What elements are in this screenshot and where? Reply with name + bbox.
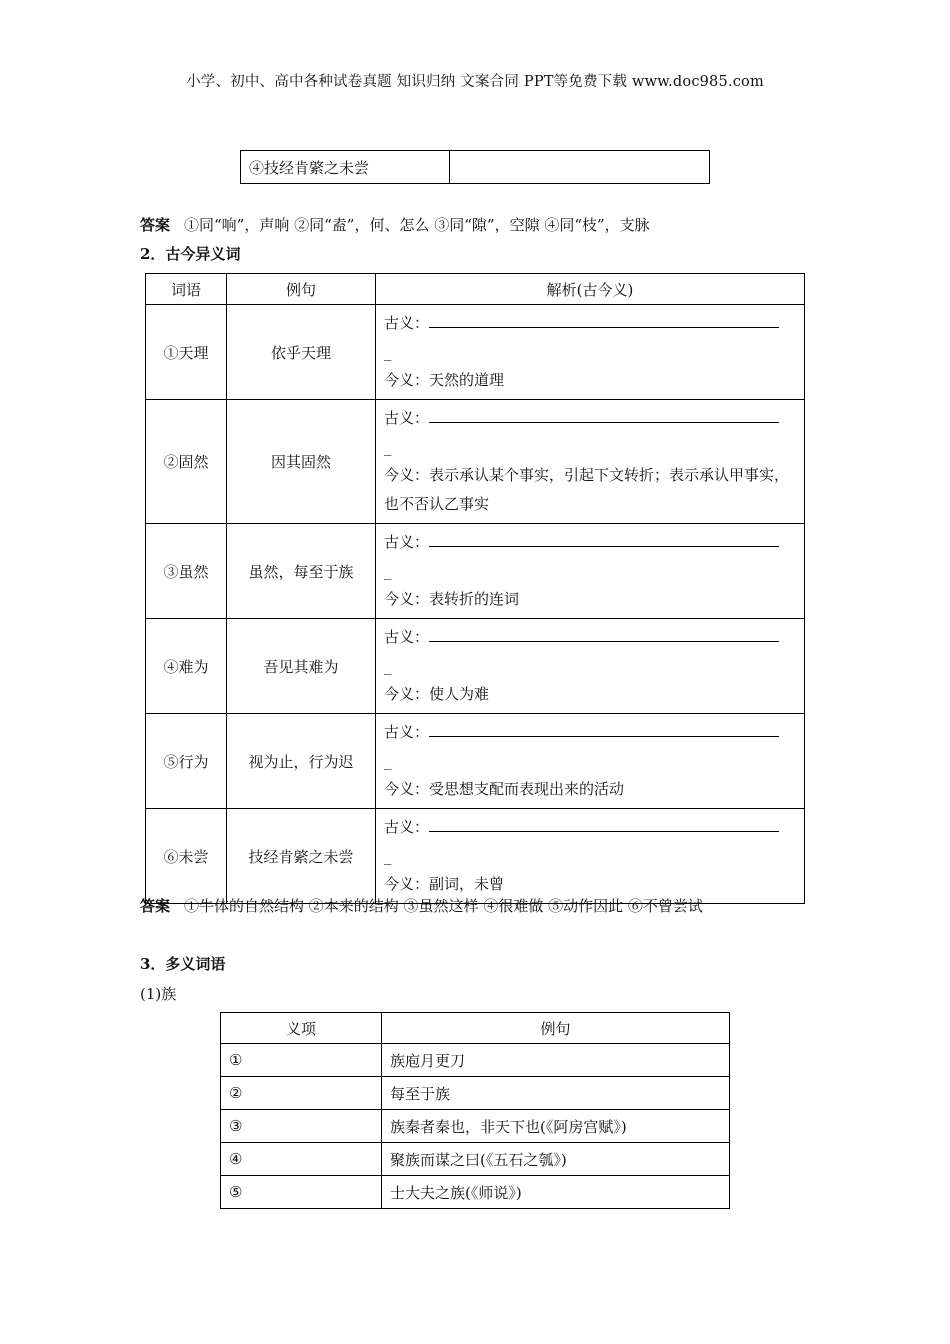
answer-text: ①同“响”，声响 ②同“盍”，何、怎么 ③同“隙”，空隙 ④同“枝”，支脉: [184, 216, 650, 234]
table-row: [241, 151, 710, 184]
ancient-modern-table: [145, 273, 805, 904]
table-row: [146, 714, 805, 809]
blank-dash: _: [384, 343, 392, 361]
meaning-number: ①: [221, 1044, 382, 1077]
answer-blank: [429, 815, 779, 832]
answer-1: [140, 211, 815, 240]
answer-label: 答案: [140, 216, 171, 234]
example-cell: 族秦者秦也，非天下也(《阿房宫赋》): [382, 1110, 730, 1143]
word-cell: ⑥未尝: [146, 809, 227, 904]
analysis-cell: [376, 400, 805, 524]
meaning-number: ⑤: [221, 1176, 382, 1209]
meaning-number: ②: [221, 1077, 382, 1110]
example-cell: 虽然，每至于族: [227, 524, 376, 619]
modern-meaning: 今义：表转折的连词: [384, 590, 520, 608]
polysemy-table: [220, 1012, 730, 1209]
col-header-analysis: 解析(古今义): [376, 274, 805, 305]
example-cell: 聚族而谋之曰(《五石之瓠》): [382, 1143, 730, 1176]
answer-label: 答案: [140, 897, 171, 915]
section-3-title: 3．多义词语: [140, 955, 226, 973]
modern-meaning: 今义：副词，未曾: [384, 875, 505, 893]
modern-meaning: 今义：天然的道理: [384, 371, 505, 389]
section-2-title: 2．古今异义词: [140, 245, 241, 263]
answer-blank: [429, 530, 779, 547]
table-row: [146, 524, 805, 619]
ancient-label: 古义：: [384, 533, 430, 551]
answer-blank: [429, 311, 779, 328]
example-cell: 因其固然: [227, 400, 376, 524]
analysis-cell: [376, 714, 805, 809]
example-cell: 依乎天理: [227, 305, 376, 400]
answer-text: ①牛体的自然结构 ②本来的结构 ③虽然这样 ④很难做 ⑤动作因此 ⑥不曾尝试: [184, 897, 703, 915]
example-cell: 吾见其难为: [227, 619, 376, 714]
table-row: [221, 1044, 730, 1077]
answer-blank: [429, 406, 779, 423]
meaning-number: ④: [221, 1143, 382, 1176]
answer-blank: [429, 720, 779, 737]
table-header-row: [221, 1013, 730, 1044]
example-cell: 视为止，行为迟: [227, 714, 376, 809]
page-header: 小学、初中、高中各种试卷真题 知识归纳 文案合同 PPT等免费下载 www.doc985.com: [186, 74, 764, 90]
example-cell: 技经肯綮之未尝: [227, 809, 376, 904]
meaning-number: ③: [221, 1110, 382, 1143]
col-header-meaning: 义项: [221, 1013, 382, 1044]
col-header-example: 例句: [227, 274, 376, 305]
col-header-example: 例句: [382, 1013, 730, 1044]
table-row: [146, 809, 805, 904]
table-row: [146, 305, 805, 400]
top-table-value: [450, 151, 710, 184]
word-cell: ②固然: [146, 400, 227, 524]
word-cell: ①天理: [146, 305, 227, 400]
ancient-label: 古义：: [384, 409, 430, 427]
ancient-label: 古义：: [384, 723, 430, 741]
table-row: [221, 1077, 730, 1110]
table-row: [146, 400, 805, 524]
example-cell: 族庖月更刀: [382, 1044, 730, 1077]
top-table-item: ④技经肯綮之未尝: [241, 151, 450, 184]
answer-blank: [429, 625, 779, 642]
blank-dash: _: [384, 752, 392, 770]
analysis-cell: [376, 809, 805, 904]
table-header-row: [146, 274, 805, 305]
ancient-label: 古义：: [384, 314, 430, 332]
analysis-cell: [376, 619, 805, 714]
word-cell: ③虽然: [146, 524, 227, 619]
col-header-word: 词语: [146, 274, 227, 305]
blank-dash: _: [384, 847, 392, 865]
analysis-cell: [376, 305, 805, 400]
blank-dash: _: [384, 657, 392, 675]
example-cell: 士大夫之族(《师说》): [382, 1176, 730, 1209]
top-table: [240, 150, 710, 184]
word-cell: ⑤行为: [146, 714, 227, 809]
ancient-label: 古义：: [384, 818, 430, 836]
table-row: [146, 619, 805, 714]
example-cell: 每至于族: [382, 1077, 730, 1110]
modern-meaning: 今义：受思想支配而表现出来的活动: [384, 780, 625, 798]
table-row: [221, 1143, 730, 1176]
subsection-title: (1)族: [140, 985, 177, 1003]
ancient-label: 古义：: [384, 628, 430, 646]
blank-dash: _: [384, 438, 392, 456]
table-row: [221, 1176, 730, 1209]
answer-2: [140, 892, 815, 921]
blank-dash: _: [384, 562, 392, 580]
modern-meaning: 今义：使人为难: [384, 685, 490, 703]
modern-meaning: 今义：表示承认某个事实，引起下文转折；表示承认甲事实，也不否认乙事实: [384, 466, 790, 513]
word-cell: ④难为: [146, 619, 227, 714]
table-row: [221, 1110, 730, 1143]
analysis-cell: [376, 524, 805, 619]
